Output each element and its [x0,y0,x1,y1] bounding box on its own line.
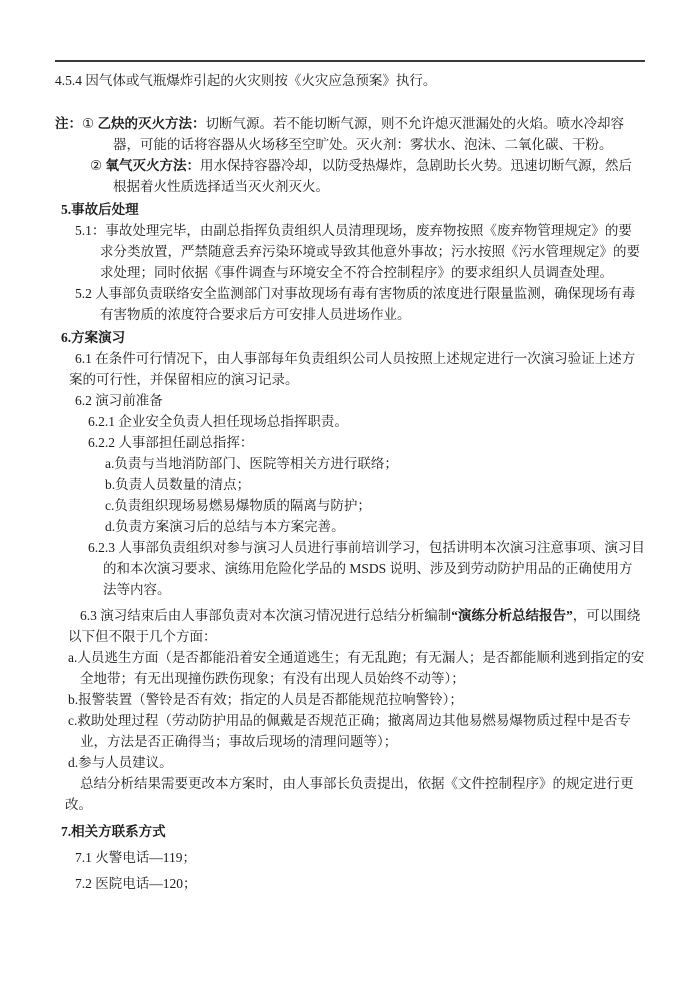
para-6-2 [55,390,645,411]
para-6-3 [55,605,645,647]
bold-text-segment: 6.方案演习 [61,330,126,345]
text-segment: 4.5.4 因气体或气瓶爆炸引起的火灾则按《火灾应急预案》执行。 [55,73,437,88]
text-segment: b.负责人员数量的清点； [105,477,251,492]
review-list-b [55,689,645,710]
text-segment: 5.1：事故处理完毕，由副总指挥负责组织人员清理现场，废弃物按照《废弃物管理规定》的要求分类放置，严禁随意丢弃污染环境或导致其他意外事故；污水按照《污水管理规定》的要求处理；同时依据《事件调查与环境安全不符合控制程序》的要求组织人员调查处理。 [75,223,640,280]
text-segment: 6.2.3 人事部负责组织对参与演习人员进行事前培训学习，包括讲明本次演习注意事项、演习目的和本次演习要求、演练用危险化学品的 MSDS 说明、涉及到劳动防护用品的正确使用方法等内容。 [88,540,645,597]
bold-text-segment: 注： [55,116,82,131]
para-6-1 [55,348,645,390]
review-list-d [55,752,645,773]
text-segment: c.负责组织现场易燃易爆物质的隔离与防护； [105,498,371,513]
text-segment: c.救助处理过程（劳动防护用品的佩戴是否规范正确；撤离周边其他易燃易爆物质过程中是否专业，方法是否正确得当；事故后现场的清理问题等）； [68,713,631,749]
text-segment: 总结分析结果需要更改本方案时，由人事部长负责提出，依据《文件控制程序》的规定进行更改。 [65,776,634,812]
text-segment: d.负责方案演习后的总结与本方案完善。 [105,519,345,534]
heading-5 [55,199,645,220]
duty-list-a [55,453,645,474]
header-rule [55,32,645,62]
para-5-1 [55,220,645,283]
bold-text-segment: 乙炔的灭火方法： [97,116,206,131]
text-segment: ② [90,158,106,173]
text-segment: 6.2.1 企业安全负责人担任现场总指挥职责。 [88,414,348,429]
text-segment: a.负责与当地消防部门、医院等相关方进行联络； [105,456,398,471]
bold-text-segment: 7.相关方联系方式 [61,824,166,839]
text-segment: ，可以围绕以下但不限于几个方面： [68,608,641,644]
text-segment: 7.1 火警电话—119； [75,850,196,865]
text-segment: 切断气源。若不能切断气源，则不允许熄灭泄漏处的火焰。喷水冷却容器，可能的话将容器从火场移至空旷处。灭火剂：雾状水、泡沫、二氧化碳、干粉。 [113,116,624,152]
para-5-2 [55,283,645,325]
note-oxygen [55,155,645,197]
text-segment: 用水保持容器冷却，以防受热爆炸，急剧助长火势。迅速切断气源，然后根据着火性质选择适当灭火剂灭火。 [113,158,632,194]
text-segment: ① [82,116,98,131]
para-7-2 [55,873,645,894]
text-segment: 6.2 演习前准备 [75,393,163,408]
text-segment: 6.2.2 人事部担任副总指挥： [88,435,254,450]
para-4-5-4 [55,70,645,91]
para-6-2-1 [55,411,645,432]
heading-7 [55,821,645,842]
text-segment: 5.2 人事部负责联络安全监测部门对事故现场有毒有害物质的浓度进行限量监测，确保现场有毒有害物质的浓度符合要求后方可安排人员进场作业。 [75,286,636,322]
note-acetylene [55,113,645,155]
text-segment: a.人员逃生方面（是否都能沿着安全通道逃生；有无乱跑；有无漏人；是否都能顺利逃到指定的安全地带；有无出现撞伤跌伤现象；有没有出现人员始终不动等）； [68,650,645,686]
text-segment: b.报警装置（警铃是否有效；指定的人员是否都能规范拉响警铃）； [68,692,463,707]
duty-list-b [55,474,645,495]
para-6-2-2 [55,432,645,453]
para-conclusion [55,773,645,815]
heading-6 [55,327,645,348]
duty-list-d [55,516,645,537]
text-segment: 7.2 医院电话—120； [75,876,197,891]
bold-text-segment: 氧气灭火方法： [105,158,200,173]
text-segment: 6.3 演习结束后由人事部负责对本次演习情况进行总结分析编制 [80,608,452,623]
document-body [55,70,645,894]
text-segment: 6.1 在条件可行情况下，由人事部每年负责组织公司人员按照上述规定进行一次演习验证上述方案的可行性，并保留相应的演习记录。 [69,351,636,387]
review-list-a [55,647,645,689]
para-6-2-3 [55,537,645,600]
text-segment: d.参与人员建议。 [68,755,173,770]
para-7-1 [55,847,645,868]
duty-list-c [55,495,645,516]
bold-text-segment: 5.事故后处理 [61,202,139,217]
review-list-c [55,710,645,752]
bold-text-segment: “演练分析总结报告” [451,608,573,623]
